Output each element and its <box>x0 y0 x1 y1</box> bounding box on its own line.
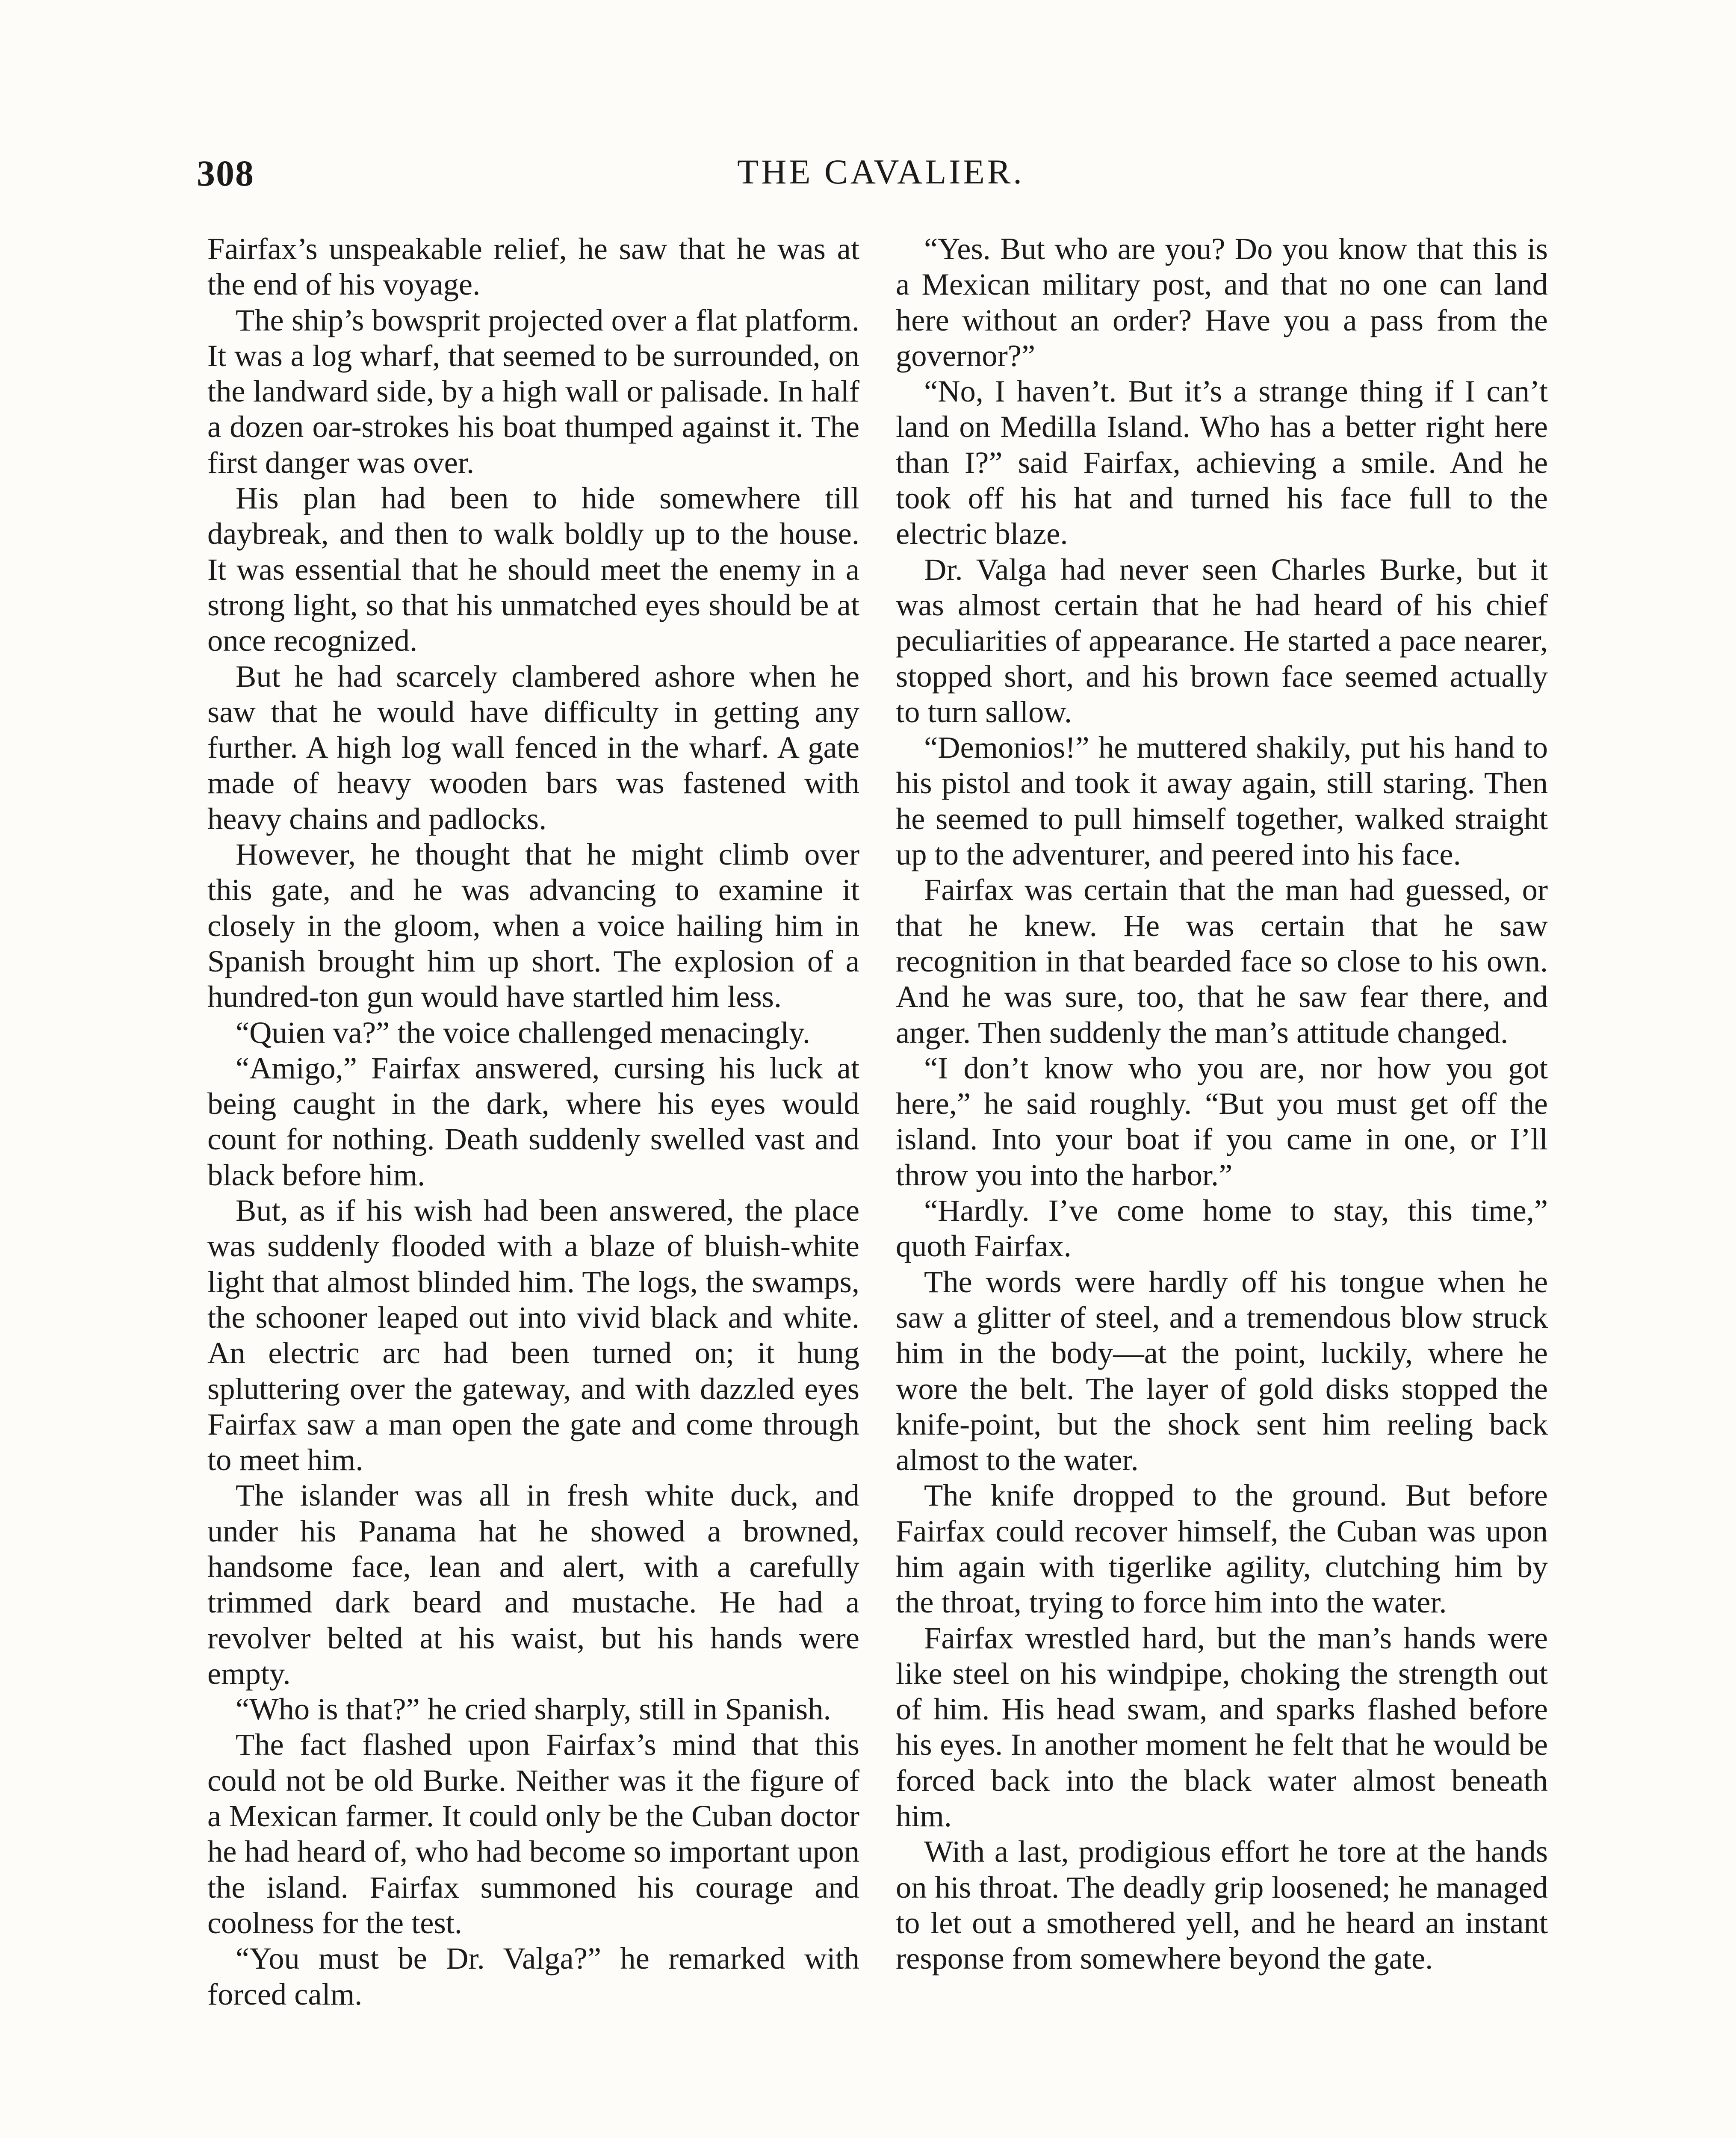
paragraph: However, he thought that he might climb over this gate, and he was advancing to examine it closely in the gloom, when a voice hailing him in Spanish brought him up short. The explosion of a hundred-ton gun would have startled him less. <box>207 837 859 1014</box>
paragraph: Fairfax wrestled hard, but the man’s hands were like steel on his windpipe, choking the strength out of him. His head swam, and sparks flashed before his eyes. In another moment he felt that he would be forced back into the black water almost beneath him. <box>896 1620 1548 1834</box>
paragraph: “Who is that?” he cried sharply, still in Spanish. <box>236 1692 831 1727</box>
paragraph: “You must be Dr. Valga?” he remarked with forced calm. <box>207 1941 859 2011</box>
paragraph: The knife dropped to the ground. But before Fairfax could recover himself, the Cuban was upon him again with tigerlike agility, clutching him by the throat, trying to force him into the water. <box>896 1478 1548 1620</box>
paragraph: “Quien va?” the voice challenged menacingly. <box>236 1015 810 1050</box>
running-head: THE CAVALIER. <box>737 152 1024 191</box>
paragraph: The words were hardly off his tongue when he saw a glitter of steel, and a tremendous blow struck him in the body—at the point, luckily, where he wore the belt. The layer of gold disks stopped the knife-point, but the shock sent him reeling back almost to the water. <box>896 1264 1548 1477</box>
paragraph: “I don’t know who you are, nor how you got here,” he said roughly. “But you must get off the island. Into your boat if you came in one, or I’ll throw you into the harbor.” <box>896 1050 1548 1192</box>
paragraph: But, as if his wish had been answered, the place was suddenly flooded with a blaze of bluish-white light that almost blinded him. The logs, the swamps, the schooner leaped out into vivid black and white. An electric arc had been turned on; it hung spluttering over the gateway, and with dazzled eyes Fairfax saw a man open the gate and come through to meet him. <box>207 1193 859 1477</box>
paragraph: His plan had been to hide somewhere till daybreak, and then to walk boldly up to the house. It was essential that he should meet the enemy in a strong light, so that his unmatched eyes should be at once recognized. <box>207 481 859 658</box>
paragraph: “Demonios!” he muttered shakily, put his hand to his pistol and took it away again, still staring. Then he seemed to pull himself together, walked straight up to the adventurer, and peered into his face. <box>896 730 1548 872</box>
paragraph: Fairfax’s unspeakable relief, he saw that he was at the end of his voyage. <box>207 231 859 302</box>
paragraph: “No, I haven’t. But it’s a strange thing if I can’t land on Medilla Island. Who has a better right here than I?” said Fairfax, achieving a smile. And he took off his hat and turned his face full to the electric blaze. <box>896 374 1548 551</box>
paragraph: The islander was all in fresh white duck, and under his Panama hat he showed a browned, handsome face, lean and alert, with a carefully trimmed dark beard and mustache. He had a revolver belted at his waist, but his hands were empty. <box>207 1478 859 1691</box>
paragraph: But he had scarcely clambered ashore when he saw that he would have difficulty in getting any further. A high log wall fenced in the wharf. A gate made of heavy wooden bars was fastened with heavy chains and padlocks. <box>207 659 859 836</box>
paragraph: Dr. Valga had never seen Charles Burke, but it was almost certain that he had heard of his chief peculiarities of appearance. He started a pace nearer, stopped short, and his brown face seemed actually to turn sallow. <box>896 552 1548 729</box>
paragraph: The fact flashed upon Fairfax’s mind that this could not be old Burke. Neither was it the figure of a Mexican farmer. It could only be the Cuban doctor he had heard of, who had become so important upon the island. Fairfax summoned his courage and coolness for the test. <box>207 1727 859 1940</box>
paragraph: Fairfax was certain that the man had guessed, or that he knew. He was certain that he saw recognition in that bearded face so close to his own. And he was sure, too, that he saw fear there, and anger. Then suddenly the man’s attitude changed. <box>896 872 1548 1050</box>
left-column <box>207 231 859 2012</box>
page-header <box>197 152 1565 207</box>
paragraph: “Hardly. I’ve come home to stay, this time,” quoth Fairfax. <box>896 1193 1548 1264</box>
right-column <box>896 231 1548 1976</box>
paragraph: “Yes. But who are you? Do you know that this is a Mexican military post, and that no one can land here without an order? Have you a pass from the governor?” <box>896 231 1548 373</box>
paragraph: The ship’s bowsprit projected over a flat platform. It was a log wharf, that seemed to be surrounded, on the landward side, by a high wall or palisade. In half a dozen oar-strokes his boat thumped against it. The first danger was over. <box>207 302 859 480</box>
page-number: 308 <box>197 153 254 194</box>
paragraph: “Amigo,” Fairfax answered, cursing his luck at being caught in the dark, where his eyes would count for nothing. Death suddenly swelled vast and black before him. <box>207 1050 859 1192</box>
paragraph: With a last, prodigious effort he tore at the hands on his throat. The deadly grip loosened; he managed to let out a smothered yell, and he heard an instant response from somewhere beyond the gate. <box>896 1834 1548 1976</box>
